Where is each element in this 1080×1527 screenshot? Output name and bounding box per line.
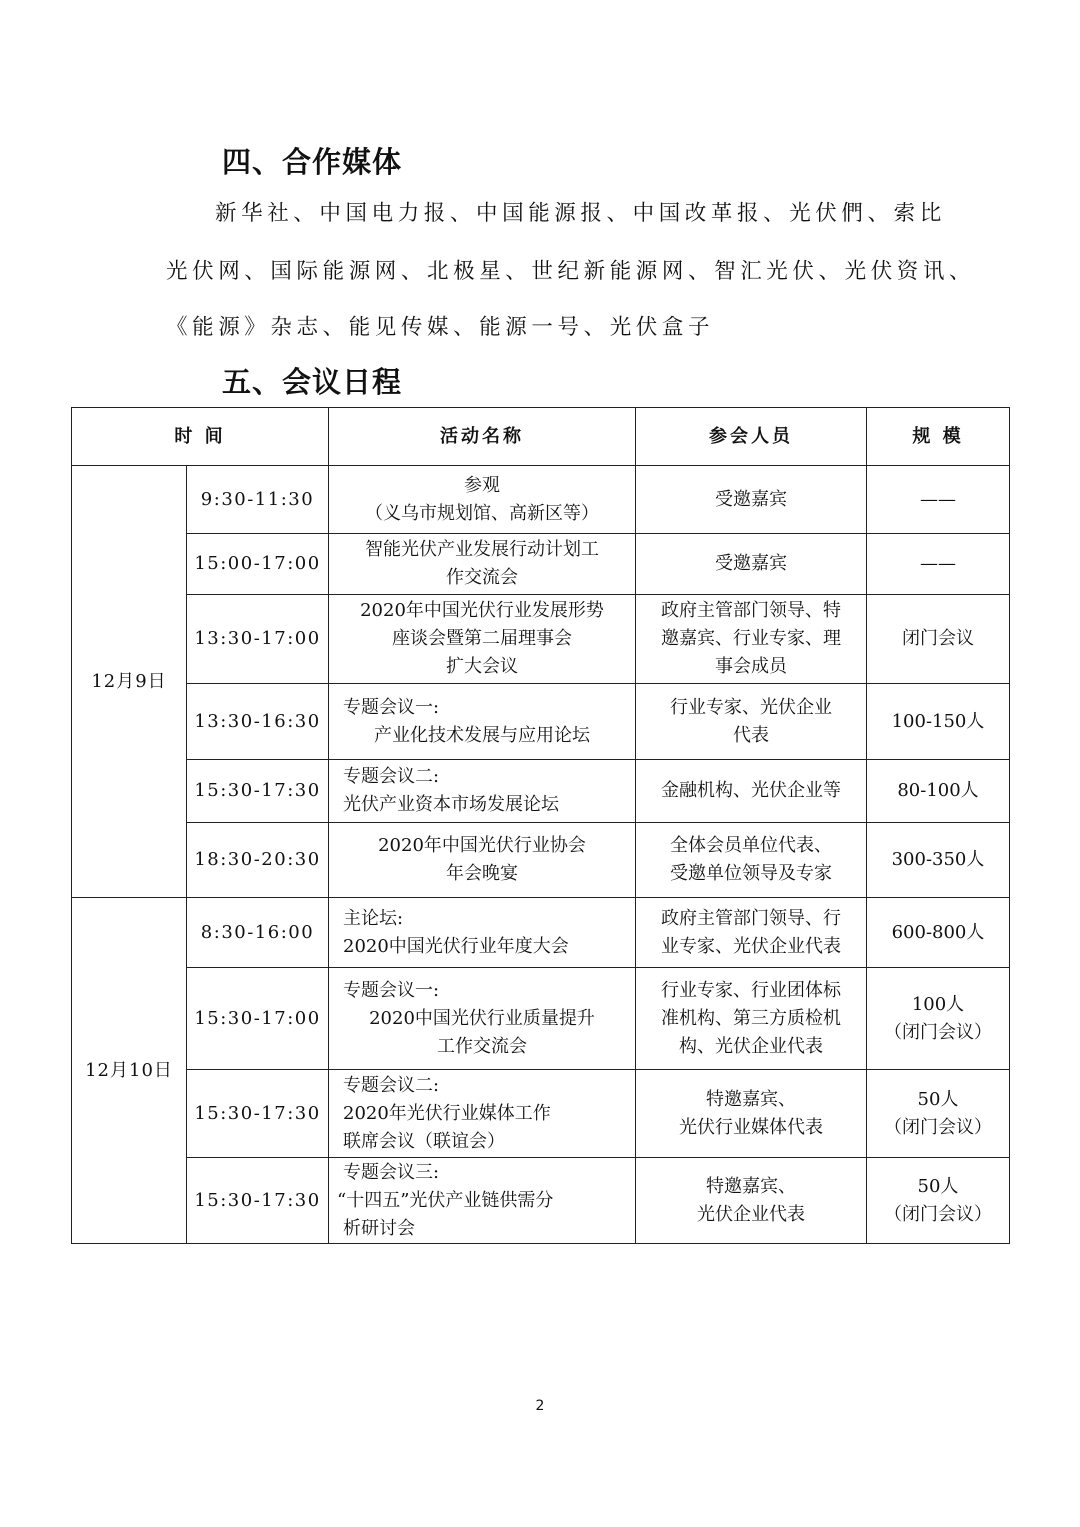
media-list-line-1: 新华社、中国电力报、中国能源报、中国改革报、光伏們、索比 xyxy=(215,201,946,226)
attendees-cell: 行业专家、光伏企业 代表 xyxy=(636,684,867,760)
date-cell: 12月9日 xyxy=(72,466,187,898)
time-cell: 15:30-17:30 xyxy=(187,760,329,823)
table-row xyxy=(72,466,1010,534)
scale-cell: 600-800人 xyxy=(867,898,1010,968)
scale-cell: 50人 （闭门会议） xyxy=(867,1070,1010,1158)
table-row xyxy=(72,823,1010,898)
scale-cell: —— xyxy=(867,466,1010,534)
section-heading-schedule: 五、会议日程 xyxy=(222,365,403,399)
attendees-cell: 受邀嘉宾 xyxy=(636,466,867,534)
media-list-line-2: 光伏网、国际能源网、北极星、世纪新能源网、智汇光伏、光伏资讯、 xyxy=(166,259,976,284)
time-cell: 15:30-17:00 xyxy=(187,968,329,1070)
attendees-cell: 行业专家、行业团体标 准机构、第三方质检机 构、光伏企业代表 xyxy=(636,968,867,1070)
table-row xyxy=(72,1158,1010,1244)
activity-cell: 专题会议三: “十四五”光伏产业链供需分 析研讨会 xyxy=(329,1158,636,1244)
activity-cell: 智能光伏产业发展行动计划工 作交流会 xyxy=(329,534,636,595)
page-number: 2 xyxy=(535,1398,545,1414)
scale-cell: —— xyxy=(867,534,1010,595)
header-scale: 规 模 xyxy=(867,408,1010,466)
time-cell: 9:30-11:30 xyxy=(187,466,329,534)
header-time: 时 间 xyxy=(72,408,329,466)
time-cell: 15:30-17:30 xyxy=(187,1070,329,1158)
table-row xyxy=(72,595,1010,684)
scale-cell: 闭门会议 xyxy=(867,595,1010,684)
activity-cell: 专题会议二: 2020年光伏行业媒体工作 联席会议（联谊会） xyxy=(329,1070,636,1158)
activity-cell: 2020年中国光伏行业发展形势 座谈会暨第二届理事会 扩大会议 xyxy=(329,595,636,684)
time-cell: 13:30-17:00 xyxy=(187,595,329,684)
scale-cell: 300-350人 xyxy=(867,823,1010,898)
time-cell: 15:00-17:00 xyxy=(187,534,329,595)
date-cell: 12月10日 xyxy=(72,898,187,1244)
table-row xyxy=(72,1070,1010,1158)
table-header-row xyxy=(72,408,1010,466)
attendees-cell: 政府主管部门领导、特 邀嘉宾、行业专家、理 事会成员 xyxy=(636,595,867,684)
header-activity: 活动名称 xyxy=(329,408,636,466)
scale-cell: 100-150人 xyxy=(867,684,1010,760)
attendees-cell: 政府主管部门领导、行 业专家、光伏企业代表 xyxy=(636,898,867,968)
section-heading-media: 四、合作媒体 xyxy=(222,145,403,179)
table-row xyxy=(72,684,1010,760)
attendees-cell: 金融机构、光伏企业等 xyxy=(636,760,867,823)
activity-cell: 专题会议一: 2020中国光伏行业质量提升 工作交流会 xyxy=(329,968,636,1070)
attendees-cell: 特邀嘉宾、 光伏企业代表 xyxy=(636,1158,867,1244)
attendees-cell: 特邀嘉宾、 光伏行业媒体代表 xyxy=(636,1070,867,1158)
activity-cell: 专题会议二: 光伏产业资本市场发展论坛 xyxy=(329,760,636,823)
time-cell: 15:30-17:30 xyxy=(187,1158,329,1244)
activity-cell: 主论坛: 2020中国光伏行业年度大会 xyxy=(329,898,636,968)
time-cell: 13:30-16:30 xyxy=(187,684,329,760)
time-cell: 18:30-20:30 xyxy=(187,823,329,898)
schedule-table xyxy=(71,407,1010,1244)
scale-cell: 50人 （闭门会议） xyxy=(867,1158,1010,1244)
media-list-line-3: 《能源》杂志、能见传媒、能源一号、光伏盒子 xyxy=(166,315,715,340)
table-row xyxy=(72,968,1010,1070)
scale-cell: 100人 （闭门会议） xyxy=(867,968,1010,1070)
activity-cell: 参观 （义乌市规划馆、高新区等） xyxy=(329,466,636,534)
activity-cell: 2020年中国光伏行业协会 年会晚宴 xyxy=(329,823,636,898)
table-row xyxy=(72,534,1010,595)
header-attendees: 参会人员 xyxy=(636,408,867,466)
scale-cell: 80-100人 xyxy=(867,760,1010,823)
attendees-cell: 全体会员单位代表、 受邀单位领导及专家 xyxy=(636,823,867,898)
activity-cell: 专题会议一: 产业化技术发展与应用论坛 xyxy=(329,684,636,760)
time-cell: 8:30-16:00 xyxy=(187,898,329,968)
table-row xyxy=(72,898,1010,968)
table-row xyxy=(72,760,1010,823)
attendees-cell: 受邀嘉宾 xyxy=(636,534,867,595)
